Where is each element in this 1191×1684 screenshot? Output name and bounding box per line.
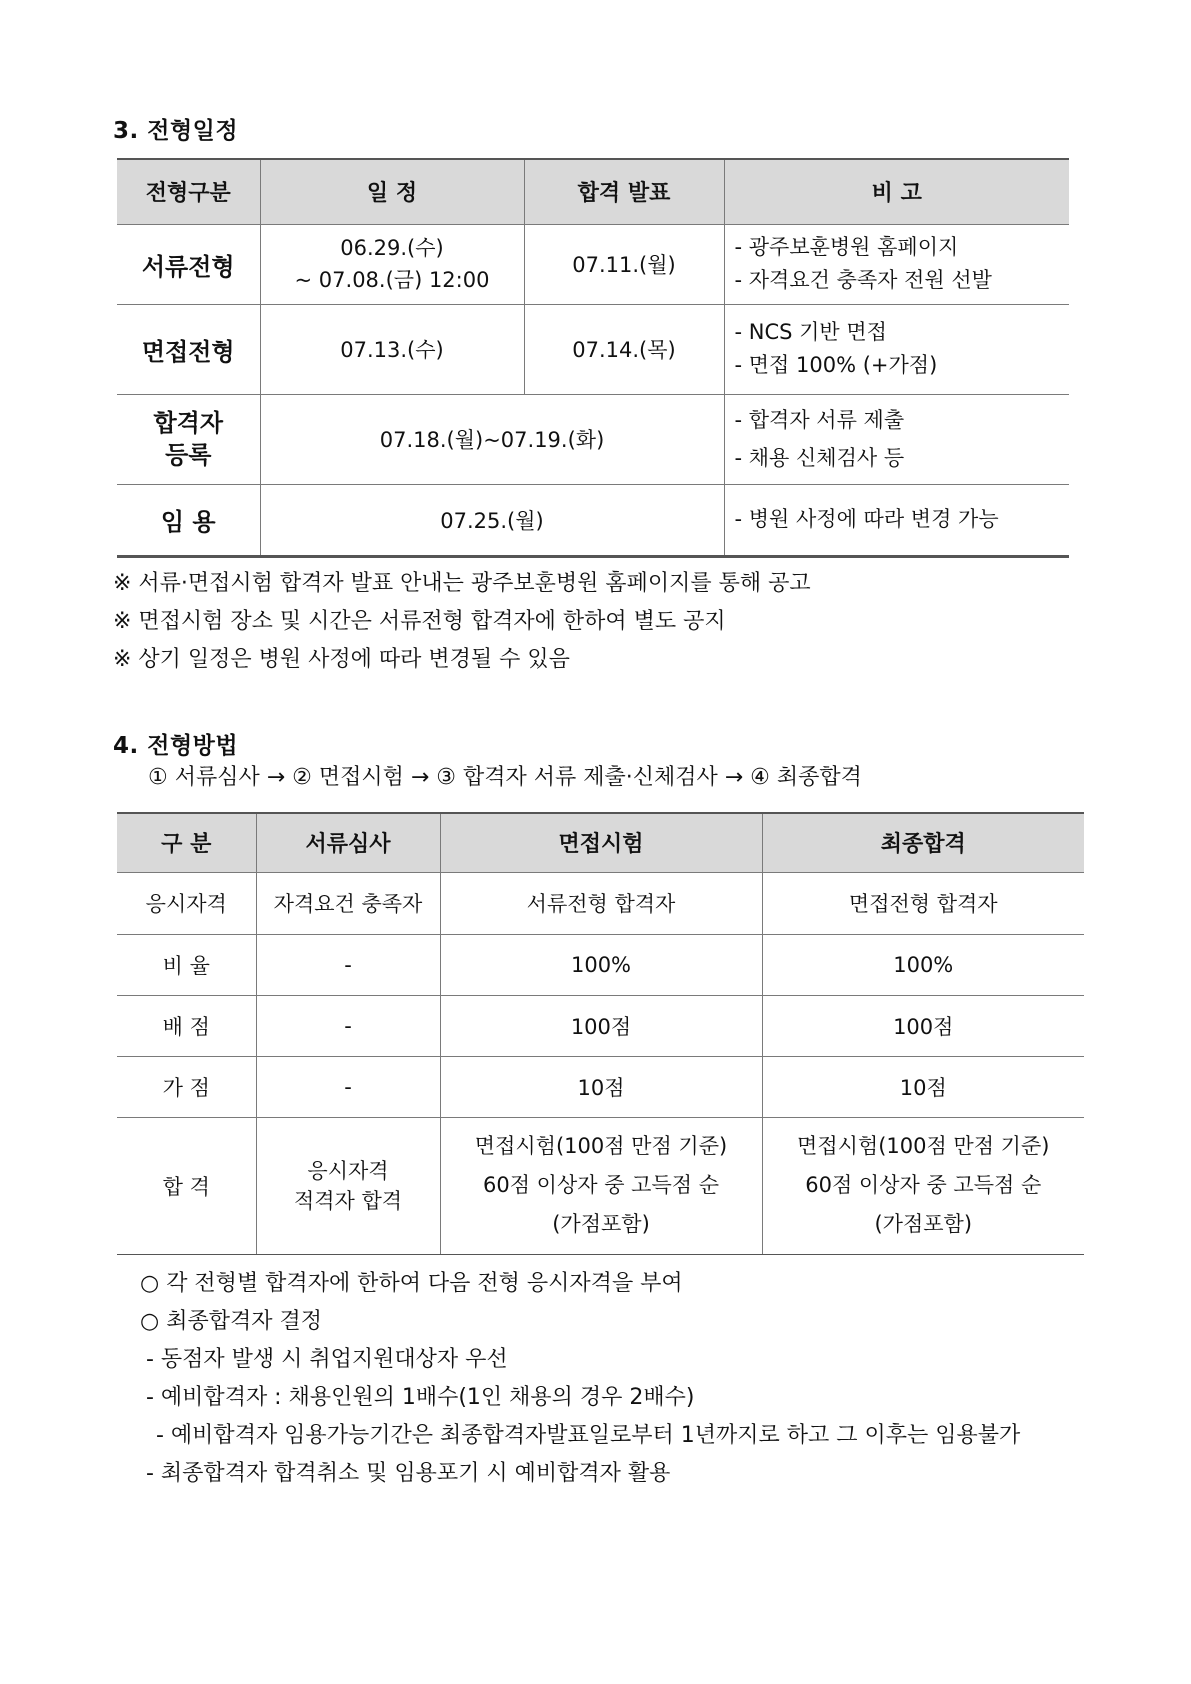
announce-cell: 07.14.(목)	[524, 304, 724, 394]
stage-label: 서류전형	[117, 224, 260, 304]
remarks-cell	[724, 484, 1069, 556]
schedule-cell: 07.25.(월)	[260, 484, 724, 556]
row-label: 가 점	[117, 1056, 256, 1117]
col-header-interview: 면접시험	[440, 813, 762, 872]
remark-line: - 채용 신체검사 등	[734, 446, 905, 470]
remark-line: - 자격요건 충족자 전원 선발	[734, 268, 992, 292]
document-cell: -	[256, 1056, 440, 1117]
col-header-remarks: 비 고	[724, 159, 1069, 224]
table-row	[117, 1056, 1084, 1117]
col-header-document: 서류심사	[256, 813, 440, 872]
remark-line: - NCS 기반 면접	[734, 320, 887, 344]
row-label: 비 율	[117, 934, 256, 995]
final-cell: 100점	[762, 995, 1084, 1056]
row-label: 배 점	[117, 995, 256, 1056]
cell-line: 60점 이상자 중 고득점 순	[805, 1173, 1042, 1197]
cell-line: 응시자격	[307, 1158, 389, 1183]
stage-label-line: 등록	[165, 441, 212, 469]
schedule-cell: 07.13.(수)	[260, 304, 524, 394]
remarks-cell	[724, 304, 1069, 394]
row-label: 합 격	[117, 1117, 256, 1254]
sub-bullet-line: - 예비합격자 임용가능기간은 최종합격자발표일로부터 1년까지로 하고 그 이후는 임용불가	[156, 1423, 1021, 1448]
stage-label	[117, 394, 260, 484]
row-label: 응시자격	[117, 872, 256, 934]
interview-cell: 100%	[440, 934, 762, 995]
schedule-header-row	[117, 159, 1069, 224]
document-cell: -	[256, 934, 440, 995]
cell-line: (가점포함)	[874, 1212, 973, 1236]
bullet-line: ○ 각 전형별 합격자에 한하여 다음 전형 응시자격을 부여	[140, 1271, 683, 1296]
stage-label-line: 합격자	[153, 409, 224, 437]
method-header-row	[117, 813, 1084, 872]
stage-label: 임 용	[117, 484, 260, 556]
sub-bullet-line: - 예비합격자 : 채용인원의 1배수(1인 채용의 경우 2배수)	[146, 1385, 695, 1410]
cell-line: 면접시험(100점 만점 기준)	[474, 1134, 728, 1158]
col-header-schedule: 일 정	[260, 159, 524, 224]
note-line: ※ 상기 일정은 병원 사정에 따라 변경될 수 있음	[113, 647, 570, 672]
table-row	[117, 995, 1084, 1056]
table-row	[117, 484, 1069, 556]
cell-line: 적격자 합격	[293, 1188, 403, 1213]
interview-cell: 10점	[440, 1056, 762, 1117]
schedule-notes	[113, 565, 811, 679]
table-row	[117, 224, 1069, 304]
section-3-heading: 3. 전형일정	[113, 118, 239, 144]
section-4-heading: 4. 전형방법	[113, 733, 239, 759]
selection-flow: ① 서류심사 → ② 면접시험 → ③ 합격자 서류 제출·신체검사 → ④ 최종합격	[148, 765, 862, 790]
method-table	[117, 812, 1084, 1255]
remark-line: - 병원 사정에 따라 변경 가능	[734, 507, 999, 531]
col-header-announce: 합격 발표	[524, 159, 724, 224]
cell-line: (가점포함)	[552, 1212, 650, 1236]
schedule-cell	[260, 224, 524, 304]
sub-bullet-line: - 동점자 발생 시 취업지원대상자 우선	[146, 1347, 508, 1372]
final-cell: 면접전형 합격자	[762, 872, 1084, 934]
bullet-line: ○ 최종합격자 결정	[140, 1309, 322, 1334]
remark-line: - 광주보훈병원 홈페이지	[734, 235, 959, 259]
table-row	[117, 1117, 1084, 1254]
schedule-cell: 07.18.(월)~07.19.(화)	[260, 394, 724, 484]
col-header-final: 최종합격	[762, 813, 1084, 872]
method-notes	[140, 1265, 1090, 1493]
col-header-category: 구 분	[117, 813, 256, 872]
document-cell: 자격요건 충족자	[256, 872, 440, 934]
note-line: ※ 면접시험 장소 및 시간은 서류전형 합격자에 한하여 별도 공지	[113, 609, 726, 634]
final-cell: 100%	[762, 934, 1084, 995]
remark-line: - 합격자 서류 제출	[734, 408, 905, 432]
interview-cell	[440, 1117, 762, 1254]
remarks-cell	[724, 394, 1069, 484]
table-row	[117, 872, 1084, 934]
note-line: ※ 서류·면접시험 합격자 발표 안내는 광주보훈병원 홈페이지를 통해 공고	[113, 571, 811, 596]
table-row	[117, 304, 1069, 394]
final-cell: 10점	[762, 1056, 1084, 1117]
cell-line: 면접시험(100점 만점 기준)	[797, 1134, 1050, 1158]
schedule-line: ~ 07.08.(금) 12:00	[294, 268, 490, 292]
announce-cell: 07.11.(월)	[524, 224, 724, 304]
interview-cell: 100점	[440, 995, 762, 1056]
schedule-table	[117, 158, 1069, 558]
final-cell	[762, 1117, 1084, 1254]
schedule-line: 06.29.(수)	[340, 236, 444, 260]
stage-label: 면접전형	[117, 304, 260, 394]
remark-line: - 면접 100% (+가점)	[734, 353, 938, 377]
interview-cell: 서류전형 합격자	[440, 872, 762, 934]
cell-line: 60점 이상자 중 고득점 순	[483, 1173, 719, 1197]
remarks-cell	[724, 224, 1069, 304]
document-cell: -	[256, 995, 440, 1056]
table-row	[117, 934, 1084, 995]
table-row	[117, 394, 1069, 484]
sub-bullet-line: - 최종합격자 합격취소 및 임용포기 시 예비합격자 활용	[146, 1461, 671, 1486]
col-header-stage: 전형구분	[117, 159, 260, 224]
document-cell	[256, 1117, 440, 1254]
